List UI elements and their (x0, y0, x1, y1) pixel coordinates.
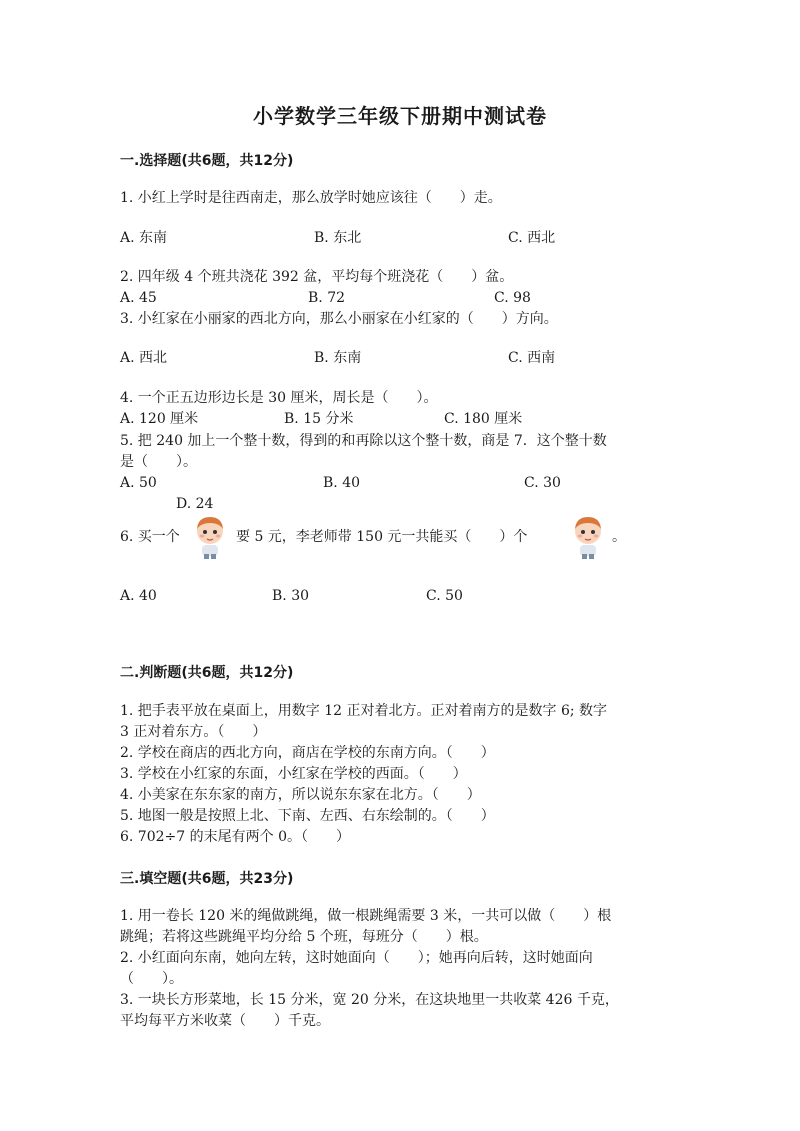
child-figure-icon (192, 514, 228, 560)
judge-6: 6. 702÷7 的末尾有两个 0。（ ） (120, 829, 350, 845)
question-2-stem: 2. 四年级 4 个班共浇花 392 盆，平均每个班浇花（ ）盆。 (120, 269, 514, 285)
judge-1-line2: 3 正对着东方。（ ） (120, 724, 267, 740)
q3-option-b: B. 东南 (314, 350, 362, 366)
judge-3: 3. 学校在小红家的东面，小红家在学校的西面。（ ） (120, 766, 467, 782)
q5-option-b: B. 40 (323, 475, 361, 491)
fill-1-line2: 跳绳；若将这些跳绳平均分给 5 个班，每班分（ ）根。 (120, 929, 488, 945)
child-figure-icon (570, 514, 606, 560)
section-heading-choice: 一.选择题(共6题，共12分) (120, 153, 294, 169)
q1-option-a: A. 东南 (120, 230, 168, 246)
question-4-stem: 4. 一个正五边形边长是 30 厘米，周长是（ ）。 (120, 390, 438, 406)
q3-option-c: C. 西南 (508, 350, 556, 366)
question-5-stem-line1: 5. 把 240 加上一个整十数，得到的和再除以这个整十数，商是 7．这个整十数 (120, 433, 607, 449)
q4-option-c: C. 180 厘米 (444, 411, 523, 427)
fill-3-line1: 3. 一块长方形菜地，长 15 分米，宽 20 分米，在这块地里一共收菜 426 千克， (120, 992, 619, 1008)
section-heading-judge: 二.判断题(共6题，共12分) (120, 665, 294, 681)
q1-option-c: C. 西北 (508, 230, 556, 246)
question-6-part3: 。 (612, 529, 626, 545)
page-title: 小学数学三年级下册期中测试卷 (253, 104, 547, 128)
q4-option-a: A. 120 厘米 (120, 411, 199, 427)
q5-option-a: A. 50 (120, 475, 157, 491)
question-1-stem: 1. 小红上学时是往西南走，那么放学时她应该往（ ）走。 (120, 190, 502, 206)
judge-4: 4. 小美家在东东家的南方，所以说东东家在北方。（ ） (120, 787, 481, 803)
fill-2-line2: （ ）。 (120, 971, 183, 987)
q2-option-c: C. 98 (494, 290, 531, 306)
q6-option-a: A. 40 (120, 588, 157, 604)
judge-5: 5. 地图一般是按照上北、下南、左西、右东绘制的。（ ） (120, 808, 495, 824)
judge-1-line1: 1. 把手表平放在桌面上，用数字 12 正对着北方。正对着南方的是数字 6; 数字 (120, 703, 608, 719)
q1-option-b: B. 东北 (314, 230, 362, 246)
q6-option-b: B. 30 (272, 588, 310, 604)
question-6-part1: 6. 买一个 (120, 529, 180, 545)
q5-option-d: D. 24 (176, 496, 214, 512)
judge-2: 2. 学校在商店的西北方向，商店在学校的东南方向。（ ） (120, 745, 495, 761)
question-5-stem-line2: 是（ ）。 (120, 454, 197, 470)
fill-2-line1: 2. 小红面向东南，她向左转，这时她面向（ ）；她再向后转，这时她面向 (120, 950, 593, 966)
section-heading-fill: 三.填空题(共6题，共23分) (120, 871, 294, 887)
question-6-part2: 要 5 元，李老师带 150 元一共能买（ ）个 (236, 529, 528, 545)
fill-1-line1: 1. 用一卷长 120 米的绳做跳绳，做一根跳绳需要 3 米，一共可以做（ ）根 (120, 908, 612, 924)
q4-option-b: B. 15 分米 (284, 411, 354, 427)
q5-option-c: C. 30 (524, 475, 561, 491)
fill-3-line2: 平均每平方米收菜（ ）千克。 (120, 1013, 330, 1029)
q2-option-b: B. 72 (308, 290, 346, 306)
question-3-stem: 3. 小红家在小丽家的西北方向，那么小丽家在小红家的（ ）方向。 (120, 311, 558, 327)
q6-option-c: C. 50 (426, 588, 463, 604)
q2-option-a: A. 45 (120, 290, 157, 306)
q3-option-a: A. 西北 (120, 350, 168, 366)
